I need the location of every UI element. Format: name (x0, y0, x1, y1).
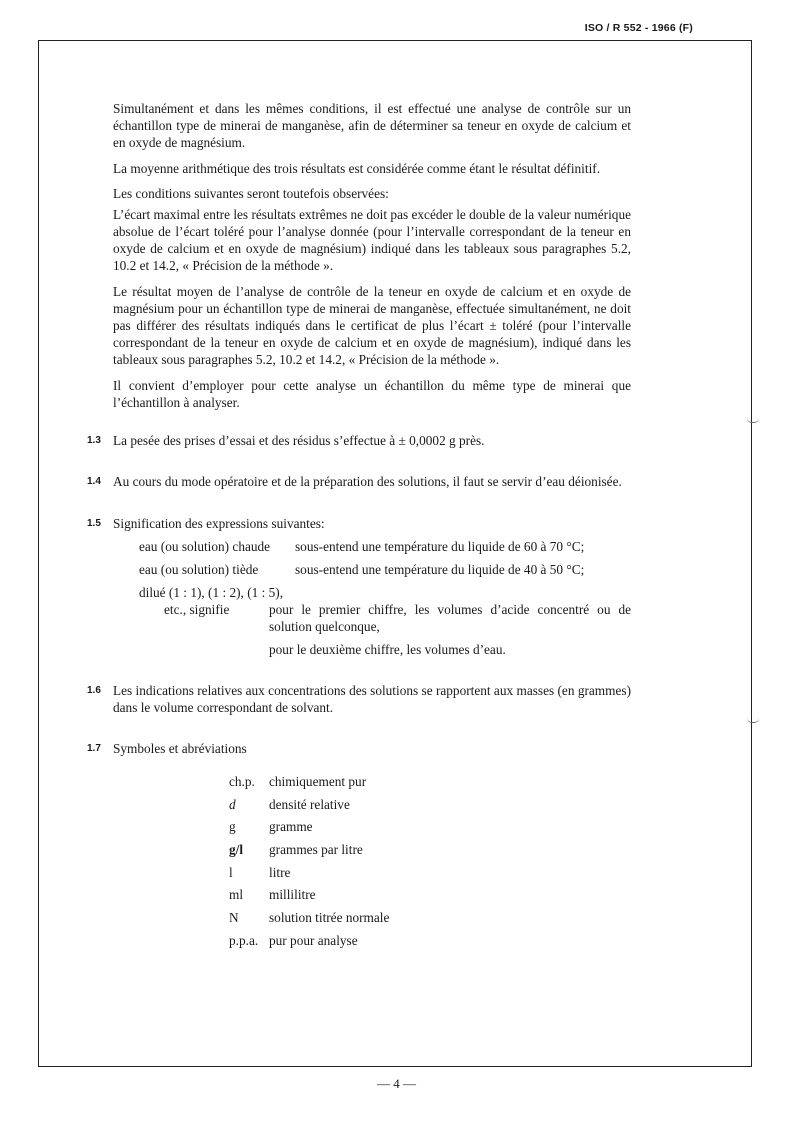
paragraph-sample-type: Il convient d’employer pour cette analyse un échantillon du même type de minerai que l’échantillon à analyser. (113, 378, 631, 410)
section-1-6 (87, 682, 631, 716)
abbreviation-row (229, 818, 631, 841)
page-number: — 4 — (377, 1076, 416, 1091)
abbreviation-row (229, 932, 631, 955)
abbreviation-symbol: ch.p. (229, 774, 255, 789)
paragraph-conditions: Les conditions suivantes seront toutefois observées: (113, 186, 389, 201)
section-title: Signification des expressions suivantes: (113, 516, 325, 531)
section-text: Au cours du mode opératoire et de la préparation des solutions, il faut se servir d’eau déionisée. (113, 474, 622, 489)
abbreviation-meaning: solution titrée normale (269, 910, 390, 926)
definition-value: sous-entend une température du liquide de 40 à 50 °C; (295, 562, 585, 577)
abbreviation-symbol: d (229, 796, 236, 812)
abbreviation-meaning: millilitre (269, 887, 316, 903)
section-number: 1.4 (87, 476, 101, 487)
abbreviation-symbol: g/l (229, 842, 244, 858)
abbreviation-meaning: chimiquement pur (269, 774, 367, 789)
definition-term: eau (ou solution) tiède (139, 562, 259, 577)
abbreviation-symbol: p.p.a. (229, 932, 259, 948)
abbreviation-row (229, 864, 631, 887)
paragraph-mean-result: Le résultat moyen de l’analyse de contrôle de la teneur en oxyde de calcium et en oxyde de magnésium pour un échantillon type de minerai de manganèse, effectuée simultanément, ne doit pas différer des résultats indiqués dans le certificat de plus l’écart ± toléré (pour l’intervalle correspondant de la teneur en oxyde de calcium et en oxyde de magnésium), indiqué dans les tableaux sous paragraphes 5.2, 10.2 et 14.2, « Précision de la méthode ». (113, 284, 631, 367)
document-reference: ISO / R 552 - 1966 (F) (584, 22, 693, 34)
definitions-list (139, 538, 631, 658)
definition-spacer (139, 641, 269, 658)
definition-row (139, 538, 631, 555)
section-1-3 (87, 432, 631, 449)
section-1-4 (87, 473, 631, 490)
document-body (87, 100, 631, 955)
abbreviation-meaning: grammes par litre (269, 842, 363, 858)
abbreviation-meaning: pur pour analyse (269, 932, 358, 948)
paragraph-control-analysis: Simultanément et dans les mêmes conditions, il est effectué une analyse de contrôle sur un échantillon type de minerai de manganèse, afin de déterminer sa teneur en oxyde de calcium et en oxyde de magnésium. (113, 101, 631, 150)
abbreviation-symbol: N (229, 910, 239, 926)
margin-mark-bottom (747, 718, 759, 723)
section-1-5 (87, 515, 631, 658)
section-1-7 (87, 740, 631, 955)
section-number: 1.3 (87, 435, 101, 446)
abbreviation-row (229, 841, 631, 864)
paragraph-max-deviation: L’écart maximal entre les résultats extrêmes ne doit pas excéder le double de la valeur numérique absolue de l’écart toléré pour l’analyse donnée (pour l’intervalle correspondant de la teneur en oxyde de calcium et en oxyde de magnésium) indiqué dans les tableaux sous paragraphes 5.2, 10.2 et 14.2, « Précision de la méthode ». (113, 207, 631, 273)
abbreviation-row (229, 773, 631, 796)
section-number: 1.5 (87, 518, 101, 529)
abbreviation-row (229, 909, 631, 932)
definition-row (139, 561, 631, 578)
abbreviation-symbol: l (229, 864, 233, 880)
abbreviation-meaning: litre (269, 864, 291, 880)
section-number: 1.6 (87, 685, 101, 696)
paragraph-arithmetic-mean: La moyenne arithmétique des trois résultats est considérée comme étant le résultat définitif. (113, 161, 601, 176)
abbreviation-symbol: ml (229, 887, 244, 903)
definition-row (139, 641, 631, 658)
section-number: 1.7 (87, 743, 101, 754)
abbreviation-row (229, 796, 631, 819)
abbreviation-row (229, 886, 631, 909)
abbreviations-table (229, 773, 631, 955)
definition-term: eau (ou solution) chaude (139, 539, 271, 554)
definition-row (139, 601, 631, 635)
definition-term: etc., signifie (164, 602, 230, 617)
definition-value: sous-entend une température du liquide de 60 à 70 °C; (295, 539, 585, 554)
section-text: La pesée des prises d’essai et des résidus s’effectue à ± 0,0002 g près. (113, 433, 485, 448)
section-text: Les indications relatives aux concentrations des solutions se rapportent aux masses (en grammes) dans le volume correspondant de solvant. (113, 683, 631, 715)
abbreviation-meaning: gramme (269, 819, 313, 835)
abbreviation-symbol: g (229, 819, 236, 835)
margin-mark-top (747, 418, 759, 423)
definition-value: pour le premier chiffre, les volumes d’acide concentré ou de solution quelconque, (269, 602, 631, 634)
definition-value: pour le deuxième chiffre, les volumes d’eau. (269, 642, 506, 657)
section-title: Symboles et abréviations (113, 741, 247, 756)
abbreviation-meaning: densité relative (269, 796, 350, 812)
definition-term: dilué (1 : 1), (1 : 2), (1 : 5), (139, 585, 284, 600)
